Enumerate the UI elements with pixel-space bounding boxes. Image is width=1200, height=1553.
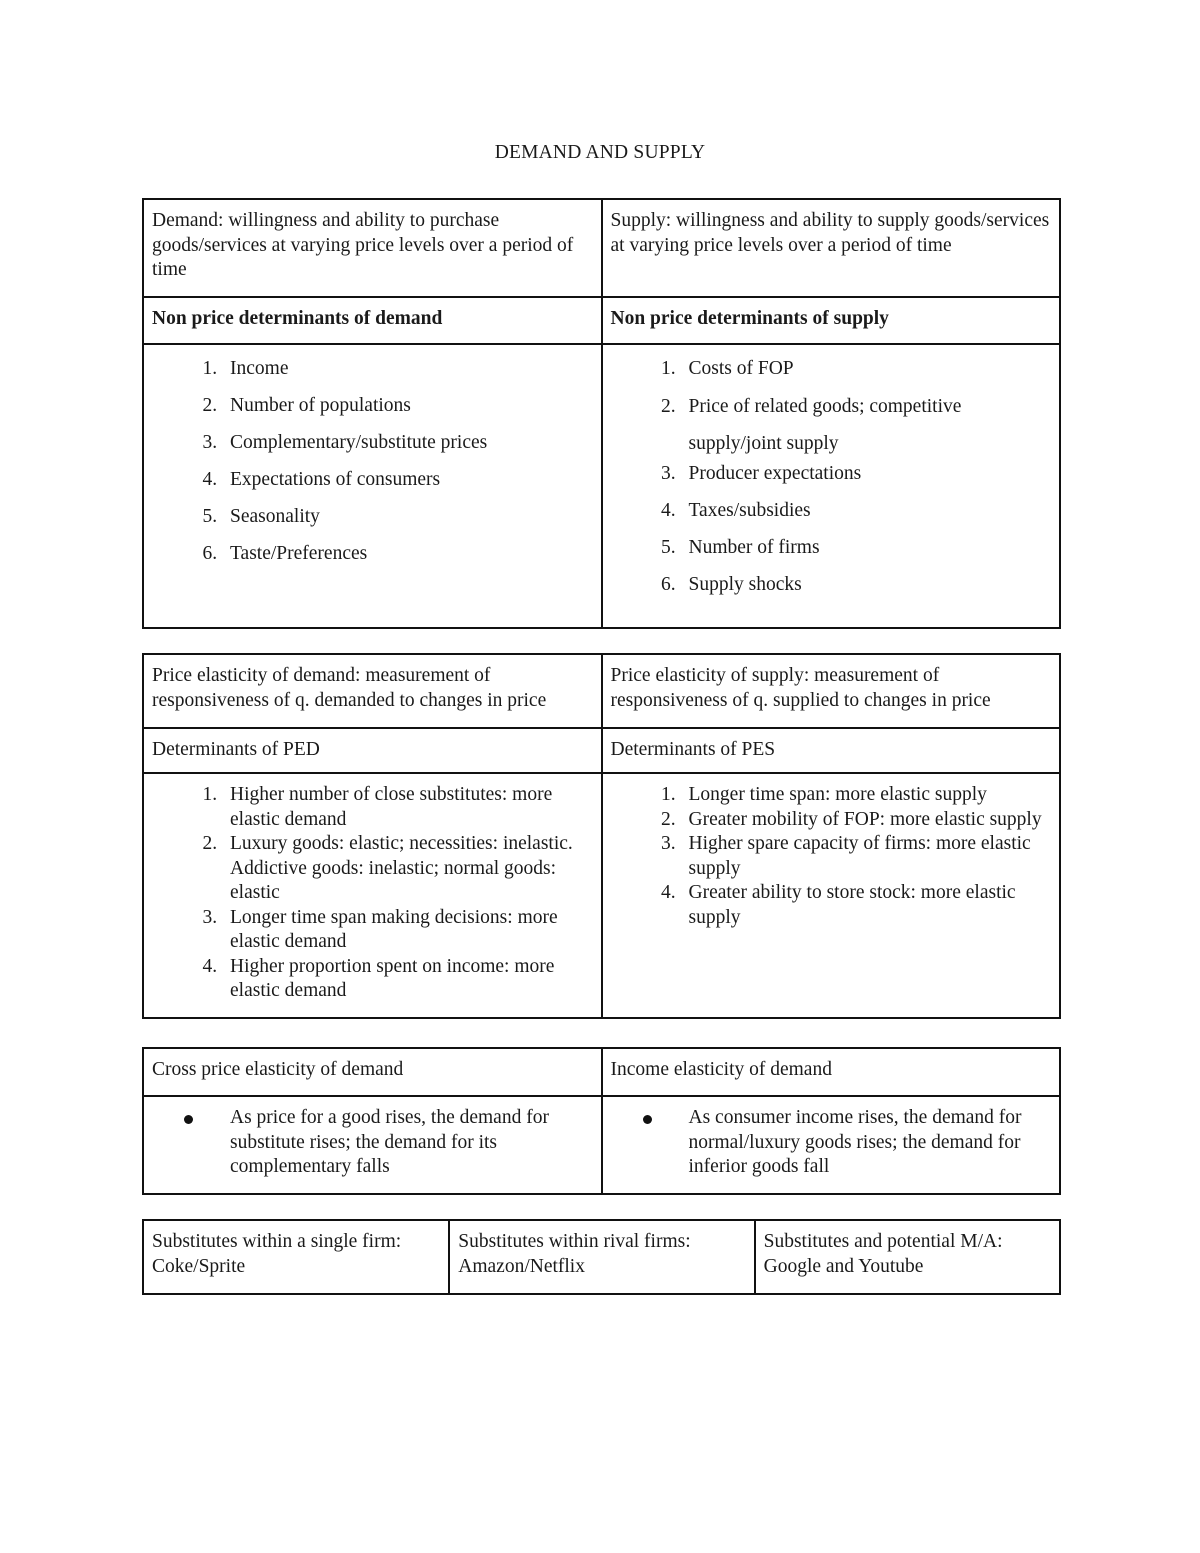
- yed-list: [611, 1106, 1052, 1180]
- list-item: 1. Higher number of close substitutes: more elastic demand: [222, 783, 593, 832]
- bullet-icon: [184, 1115, 193, 1124]
- demand-determinants-header: Non price determinants of demand: [143, 297, 602, 344]
- list-item: 4. Greater ability to store stock: more elastic supply: [681, 881, 1052, 930]
- single-firm-cell: [143, 1220, 449, 1294]
- substitutes-row: [143, 1220, 1060, 1294]
- definition-row: [143, 654, 1060, 728]
- header-row: [143, 1048, 1060, 1096]
- list-item: 3. Higher spare capacity of firms: more elastic supply: [681, 832, 1052, 881]
- list-item: 5. Seasonality: [222, 505, 593, 530]
- ped-determinants-cell: [143, 773, 602, 1018]
- supply-definition-cell: [602, 199, 1061, 297]
- list-item: 2. Price of related goods; competitive supply/joint supply: [681, 388, 1052, 462]
- list-item: 2. Luxury goods: elastic; necessities: inelastic. Addictive goods: inelastic; normal goods: elastic: [222, 832, 593, 906]
- list-item: 3. Longer time span making decisions: more elastic demand: [222, 906, 593, 955]
- rival-firms-cell: [449, 1220, 754, 1294]
- definition-row: [143, 199, 1060, 297]
- supply-definition: Supply: willingness and ability to supply goods/services at varying price levels over a period of time: [610, 210, 1050, 256]
- cross-income-elasticity-table: [142, 1047, 1061, 1195]
- ped-definition-cell: [143, 654, 602, 728]
- yed-header: Income elasticity of demand: [602, 1048, 1061, 1096]
- substitutes-table: [142, 1219, 1061, 1295]
- list-item: 6. Taste/Preferences: [222, 542, 593, 567]
- list-item: 3. Producer expectations: [681, 462, 1052, 487]
- pes-determinants-header: Determinants of PES: [602, 728, 1061, 773]
- pes-determinants-cell: [602, 773, 1061, 1018]
- bullet-icon: [643, 1115, 652, 1124]
- supply-determinants-list: [611, 357, 1052, 598]
- potential-ma-cell: [755, 1220, 1060, 1294]
- determinants-row: [143, 344, 1060, 628]
- ped-determinants-list: [152, 783, 593, 1004]
- ped-definition: Price elasticity of demand: measurement of responsiveness of q. demanded to changes in price: [152, 665, 547, 711]
- list-item: 2. Greater mobility of FOP: more elastic supply: [681, 808, 1052, 833]
- ped-determinants-header: Determinants of PED: [143, 728, 602, 773]
- demand-determinants-list: [152, 357, 593, 567]
- demand-definition: Demand: willingness and ability to purchase goods/services at varying price levels over a period of time: [152, 210, 574, 280]
- list-item: [681, 1106, 1052, 1180]
- xed-list: [152, 1106, 593, 1180]
- list-item: 2. Number of populations: [222, 394, 593, 419]
- xed-header: Cross price elasticity of demand: [143, 1048, 602, 1096]
- list-item: 1. Income: [222, 357, 593, 382]
- pes-definition: Price elasticity of supply: measurement of responsiveness of q. supplied to changes in price: [610, 665, 991, 711]
- pes-definition-cell: [602, 654, 1061, 728]
- xed-cell: [143, 1096, 602, 1194]
- demand-definition-cell: [143, 199, 602, 297]
- list-item: 3. Complementary/substitute prices: [222, 431, 593, 456]
- list-item: 4. Expectations of consumers: [222, 468, 593, 493]
- elasticity-table: [142, 653, 1061, 1019]
- supply-determinants-header: Non price determinants of supply: [602, 297, 1061, 344]
- list-item: 1. Costs of FOP: [681, 357, 1052, 382]
- content-row: [143, 1096, 1060, 1194]
- xed-text: As price for a good rises, the demand for substitute rises; the demand for its complementary falls: [230, 1107, 549, 1177]
- potential-ma-text: Substitutes and potential M/A: Google and Youtube: [763, 1231, 1003, 1277]
- demand-determinants-cell: [143, 344, 602, 628]
- pes-determinants-list: [611, 783, 1052, 930]
- list-item: 4. Higher proportion spent on income: more elastic demand: [222, 955, 593, 1004]
- list-item: 4. Taxes/subsidies: [681, 499, 1052, 524]
- demand-supply-table: [142, 198, 1061, 629]
- yed-cell: [602, 1096, 1061, 1194]
- header-row: [143, 297, 1060, 344]
- supply-determinants-cell: [602, 344, 1061, 628]
- list-item: 1. Longer time span: more elastic supply: [681, 783, 1052, 808]
- list-item: 5. Number of firms: [681, 536, 1052, 561]
- list-item: [222, 1106, 593, 1180]
- single-firm-text: Substitutes within a single firm: Coke/Sprite: [152, 1231, 402, 1277]
- rival-firms-text: Substitutes within rival firms: Amazon/Netflix: [458, 1231, 691, 1277]
- determinants-row: [143, 773, 1060, 1018]
- yed-text: As consumer income rises, the demand for normal/luxury goods rises; the demand for inferior goods fall: [688, 1107, 1022, 1177]
- list-item: 6. Supply shocks: [681, 573, 1052, 598]
- header-row: [143, 728, 1060, 773]
- page-title: DEMAND AND SUPPLY: [494, 142, 706, 163]
